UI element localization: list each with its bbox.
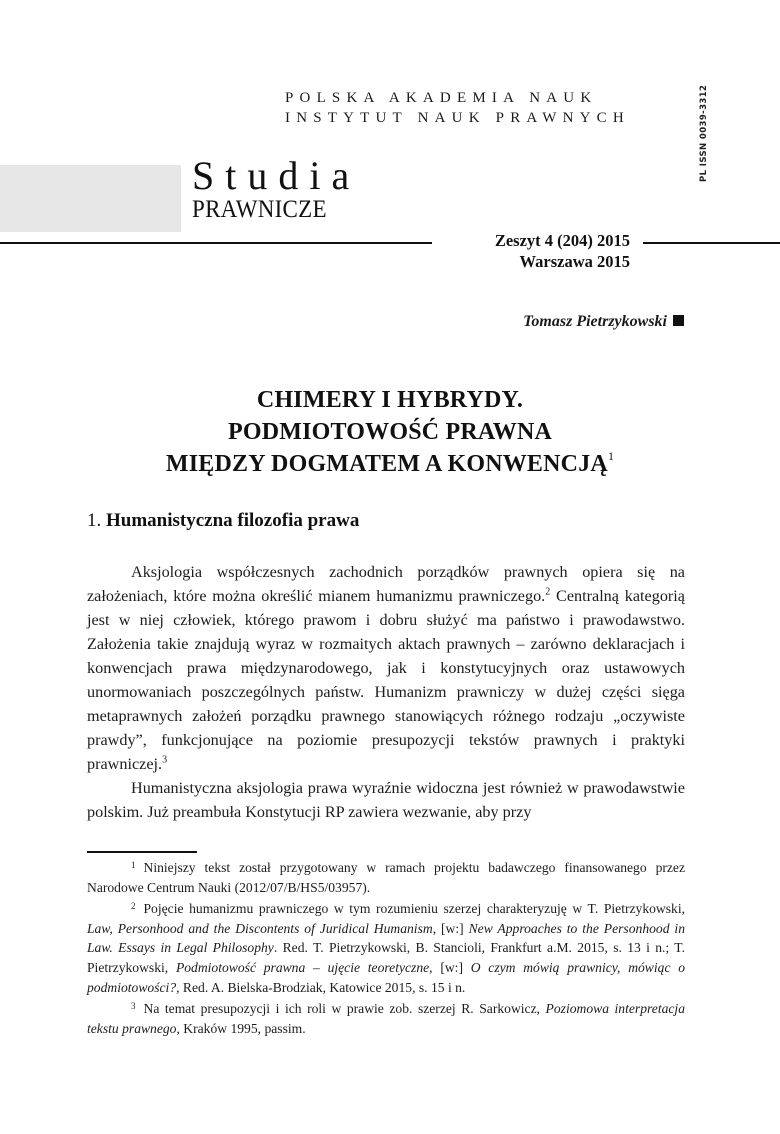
italic-citation: New Approaches to the Personhood in Law. Essays in Legal Philosophy [87,920,685,956]
issn-label: PL ISSN 0039-3312 [699,84,709,182]
footnote [87,997,685,1038]
footnote-number: 2 [131,901,136,912]
paragraph [87,776,685,824]
paragraph [87,560,685,776]
header-rule-right [643,242,780,244]
text-run: Na temat presupozycji i ich roli w prawie zob. szerzej R. Sarkowicz, [143,1001,546,1017]
footnote [87,897,685,997]
section-title: Humanistyczna filozofia prawa [106,510,360,531]
footnote-ref[interactable]: 2 [545,586,551,598]
issue-info [440,230,630,272]
header-rule-left [0,242,432,244]
text-run: , Red. A. Bielska-Brodziak, Katowice 2015, s. 15 i n. [176,979,466,995]
italic-citation: Podmiotowość prawna – ujęcie teoretyczne [175,959,430,975]
text-run: . Red. T. Pietrzykowski, B. Stancioli, Frankfurt a.M. 2015, s. 13 i n.; T. Pietrzykowski, [87,940,686,975]
text-run: , [w:] [429,959,471,975]
journal-title-prawnicze: PRAWNICZE [192,196,327,223]
title-line: MIĘDZY DOGMATEM A KONWENCJĄ$^1$ [165,449,615,477]
article-body [87,560,685,824]
italic-citation: Poziomowa interpretacja tekstu prawnego [87,1001,686,1036]
issue-place-year: Warszawa 2015 [519,252,630,271]
publisher-block [285,88,630,128]
italic-citation: Law, Personhood and the Discontents of Juridical Humanism [87,920,433,936]
text-run: Niniejszy tekst został przygotowany w ramach projektu badawczego finansowanego przez Narodowe Centrum Nauki (2012/07/B/HS5/03957). [87,860,685,895]
academy-name: POLSKA AKADEMIA NAUK [285,90,598,106]
author-line [523,313,684,331]
text-run: Aksjologia współczesnych zachodnich porządków prawnych opiera się na założeniach, które można określić mianem humanizmu prawniczego. [87,563,685,605]
article-title [90,384,690,480]
footnote [87,856,685,897]
section-number: 1. [87,510,102,531]
institute-name: INSTYTUT NAUK PRAWNYCH [285,110,630,126]
footnote-number: 3 [131,1001,136,1012]
footnote-number: 1 [131,860,136,870]
issue-number: Zeszyt 4 (204) 2015 [494,231,630,250]
journal-title-studia: Studia [192,153,361,198]
title-line: CHIMERY I HYBRYDY. [256,387,524,413]
italic-citation: O czym mówią prawnicy, mówiąc o podmiotowości? [87,959,686,995]
text-run: Centralną kategorią jest w niej człowiek, którego prawom i dobru służyć ma państwo i prawodawstwo. Założenia takie znajdują wyraz w rozmaitych aktach prawnych – zarówno deklaracjach i konwencjach prawa międzynarodowego, jak i konstytucyjnych oraz ustawowych unormowaniach poszczególnych państw. Humanizm prawniczy w dużej części sięga metaprawnych założeń porządku prawnego stanowiących różnego rodzaju „oczywiste prawdy”, funkcjonujące na poziomie presupozycji tekstów prawnych i praktyki prawniczej. [87,587,685,773]
footnote-ref[interactable]: 3 [162,754,168,766]
footnote-separator [87,851,197,853]
text-run: , [w:] [432,920,469,936]
author-name: Tomasz Pietrzykowski [523,313,667,330]
text-run: Humanistyczna aksjologia prawa wyraźnie widoczna jest również w prawodawstwie polskim. Już preambuła Konstytucji RP zawiera wezwanie, aby przy [87,779,685,821]
author-square-icon [673,315,684,326]
title-line: PODMIOTOWOŚĆ PRAWNA [227,419,553,445]
footnotes [87,856,685,1038]
text-run: , Kraków 1995, passim. [176,1020,306,1036]
journal-logo-block [0,165,181,232]
text-run: Pojęcie humanizmu prawniczego w tym rozumieniu szerzej charakteryzuję w T. Pietrzykowski, [143,901,685,917]
section-heading [87,510,359,532]
title-footnote-ref[interactable]: 1 [607,449,615,463]
